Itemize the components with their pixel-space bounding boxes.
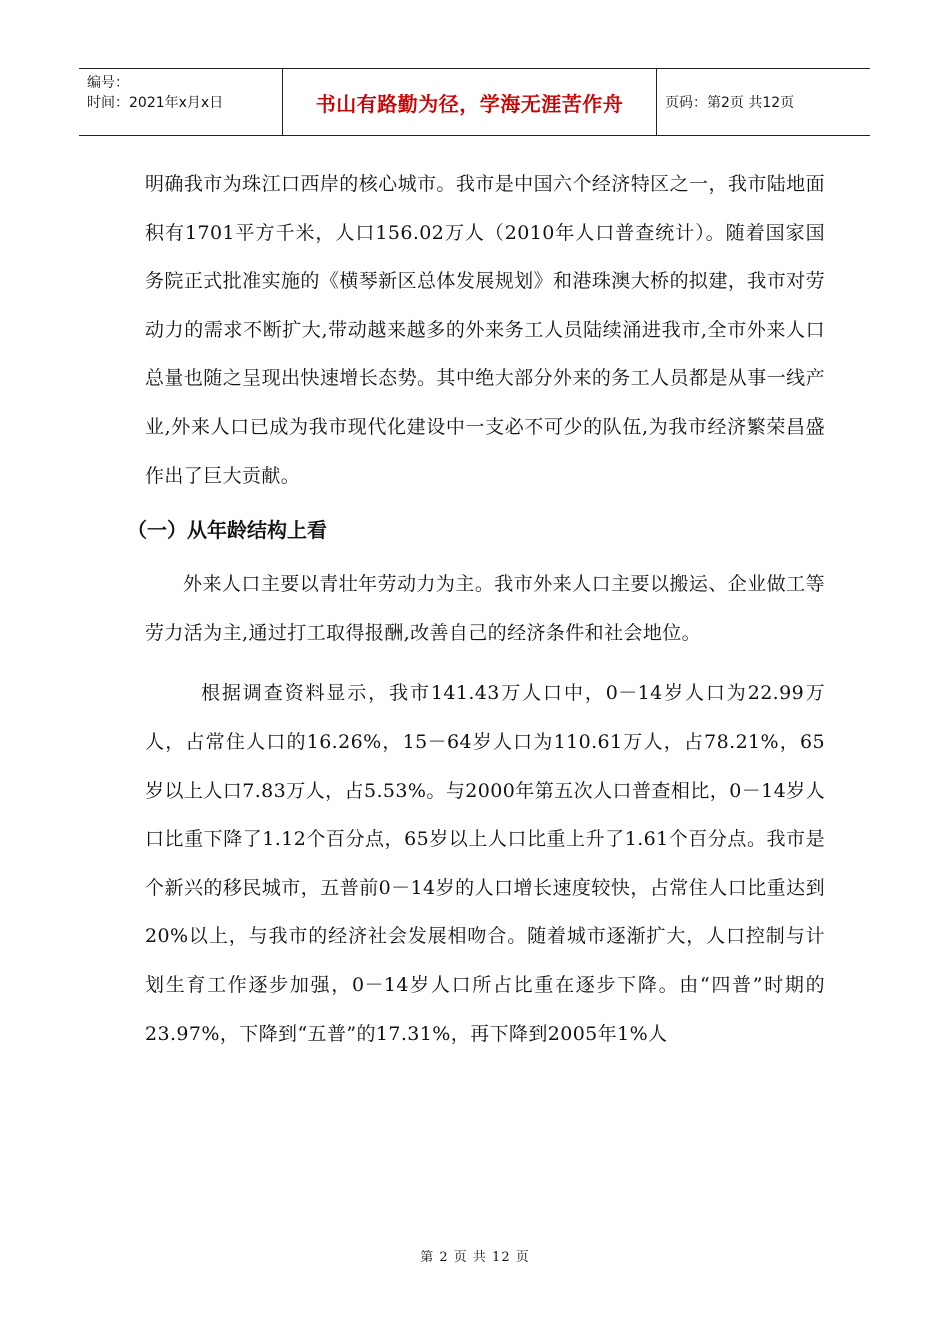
document-date: 时间：2021年x月x日 bbox=[87, 95, 224, 111]
motto-text: 书山有路勤为径，学海无涯苦作舟 bbox=[315, 91, 624, 116]
page-info-text: 页码：第2页 共12页 bbox=[665, 95, 795, 111]
page-header bbox=[79, 68, 870, 136]
header-meta bbox=[79, 69, 283, 135]
footer-page-number: 第 2 页 共 12 页 bbox=[420, 1250, 530, 1265]
body-paragraph-2: 外来人口主要以青壮年劳动力为主。我市外来人口主要以搬运、企业做工等劳力活为主,通过打工取得报酬,改善自己的经济条件和社会地位。 bbox=[145, 573, 825, 644]
document-body bbox=[127, 160, 825, 1058]
body-paragraph-3: 根据调查资料显示，我市141.43万人口中，0－14岁人口为22.99万人，占常住人口的16.26%，15－64岁人口为110.61万人，占78.21%，65岁以上人口7.83万人，占5.53%。与2000年第五次人口普查相比，0－14岁人口比重下降了1.12个百分点，65岁以上人口比重上升了1.61个百分点。我市是个新兴的移民城市，五普前0－14岁的人口增长速度较快，占常住人口比重达到20%以上，与我市的经济社会发展相吻合。随着城市逐渐扩大，人口控制与计划生育工作逐步加强，0－14岁人口所占比重在逐步下降。由“四普”时期的23.97%，下降到“五普”的17.31%，再下降到2005年1%人 bbox=[145, 682, 825, 1045]
body-paragraph-1: 明确我市为珠江口西岸的核心城市。我市是中国六个经济特区之一，我市陆地面积有1701平方千米，人口156.02万人（2010年人口普查统计）。随着国家国务院正式批准实施的《横琴新区总体发展规划》和港珠澳大桥的拟建，我市对劳动力的需求不断扩大,带动越来越多的外来务工人员陆续涌进我市,全市外来人口总量也随之呈现出快速增长态势。其中绝大部分外来的务工人员都是从事一线产业,外来人口已成为我市现代化建设中一支必不可少的队伍,为我市经济繁荣昌盛作出了巨大贡献。 bbox=[145, 173, 825, 487]
header-motto bbox=[283, 69, 657, 135]
document-number-label: 编号： bbox=[87, 75, 129, 91]
page-footer bbox=[0, 1246, 950, 1265]
header-page-info bbox=[657, 69, 870, 135]
section-heading-age-structure: （一）从年龄结构上看 bbox=[127, 518, 327, 543]
